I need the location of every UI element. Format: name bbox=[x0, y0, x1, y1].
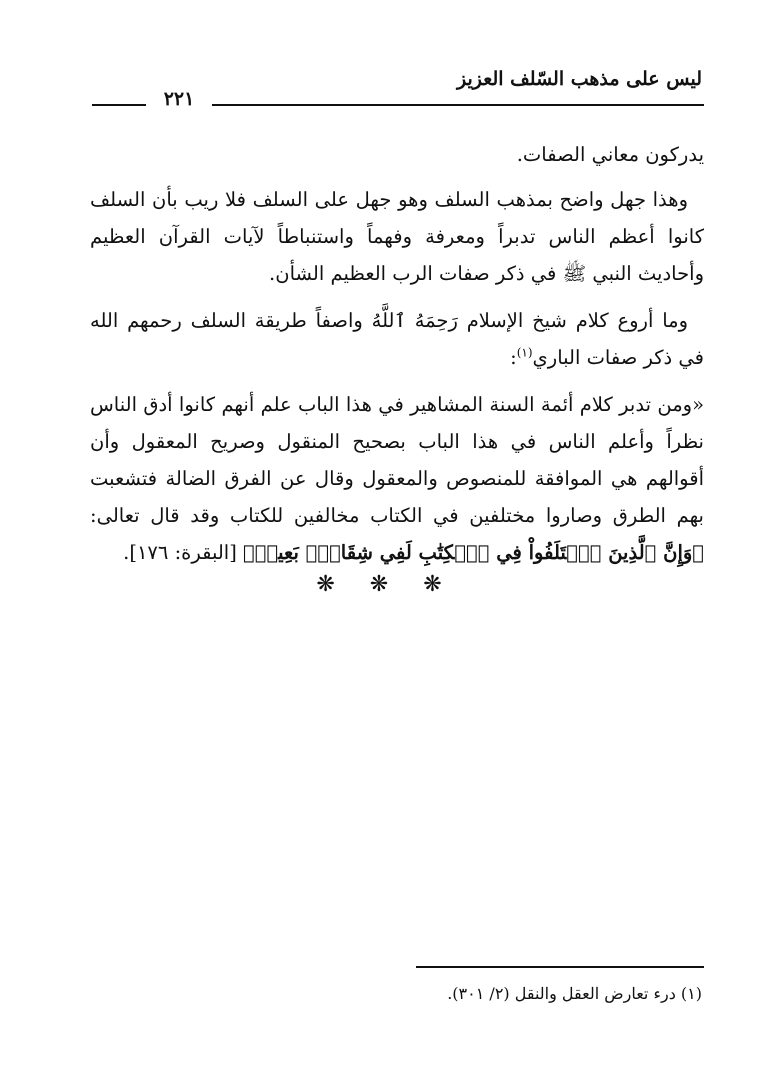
paragraph-continuation: يدركون معاني الصفات. bbox=[516, 143, 704, 166]
paragraph-ibn-taymiyya-text: وما أروع كلام شيخ الإسلام رَحِمَهُ ٱللَّهُ واصفاً طريقة السلف رحمهم الله في ذكر صفات الباري bbox=[90, 309, 704, 369]
paragraph-colon: : bbox=[510, 346, 517, 369]
running-title: ليس على مذهب السّلف العزيز bbox=[457, 68, 702, 90]
header-rule bbox=[212, 104, 704, 106]
paragraph-salaf-text: وهذا جهل واضح بمذهب السلف وهو جهل على السلف فلا ريب بأن السلف كانوا أعظم الناس تدبراً ومعرفة وفهماً واستنباطاً لآيات القرآن العظيم وأحاديث النبي ﷺ في ذكر صفات الرب العظيم الشأن. bbox=[90, 188, 704, 285]
quotation-text: «ومن تدبر كلام أئمة السنة المشاهير في هذا الباب علم أنهم كانوا أدق الناس نظراً وأعلم الناس في هذا الباب بصحيح المنقول وصريح المعقول وأن أقوالهم هي الموافقة للمنصوص والمعقول وقال عن الفرق الضالة فتشعبت بهم الطرق وصاروا مختلفين في الكتاب مخالفين للكتاب وقد قال تعالى: bbox=[90, 393, 704, 527]
quran-verse: ﴿وَإِنَّ ٱلَّذِينَ ٱخۡتَلَفُواْ فِي ٱلۡكِتَٰبِ لَفِي شِقَاقِۭ بَعِيدٖ﴾ bbox=[243, 541, 704, 564]
footnote: (١) درء تعارض العقل والنقل (٢/ ٣٠١). bbox=[447, 984, 702, 1003]
page-number: ٢٢١ bbox=[163, 88, 195, 110]
footnote-rule bbox=[416, 966, 704, 968]
header-rule-short bbox=[92, 104, 146, 106]
paragraph-ibn-taymiyya bbox=[90, 302, 704, 376]
paragraph-salaf bbox=[90, 181, 704, 292]
verse-citation: [البقرة: ١٧٦]. bbox=[123, 541, 237, 564]
section-separator: ❋ ❋ ❋ bbox=[316, 572, 456, 597]
footnote-reference[interactable]: (١) bbox=[516, 345, 533, 360]
paragraph-quotation bbox=[90, 386, 704, 571]
main-text bbox=[90, 136, 704, 581]
